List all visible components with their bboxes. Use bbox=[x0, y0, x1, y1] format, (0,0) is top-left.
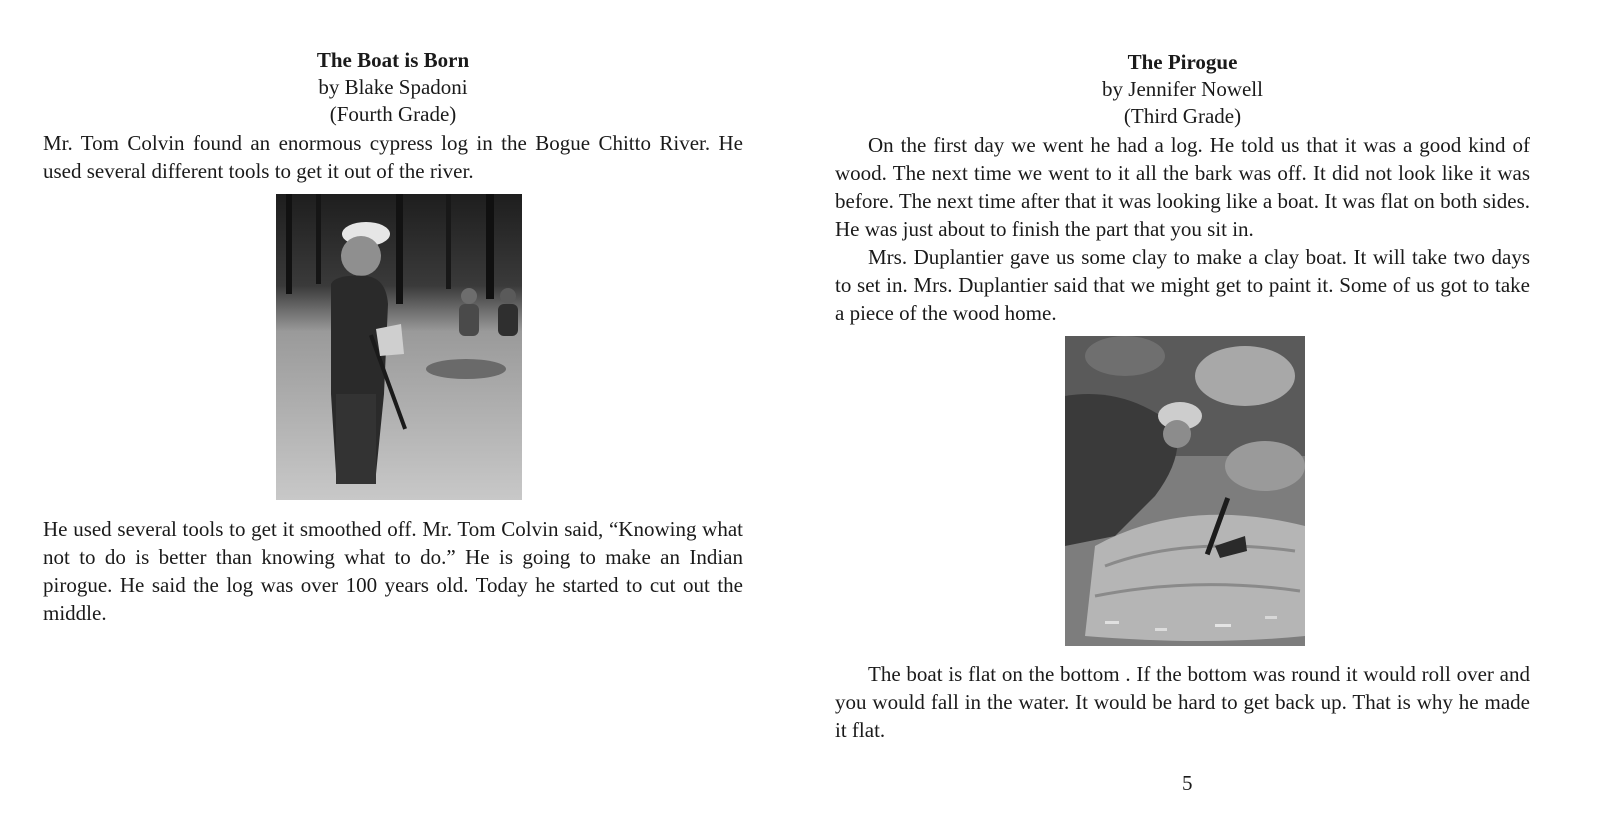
photo-man-carving-log bbox=[1065, 336, 1305, 646]
photo-man-carving-log-image bbox=[1065, 336, 1305, 646]
right-page bbox=[835, 0, 1530, 835]
right-article-paragraph-2: Mrs. Duplantier gave us some clay to make a clay boat. It will take two days to set in. Mrs. Duplantier said that we might get to paint it. Some of us got to take a piece of the wood home. bbox=[835, 245, 1530, 325]
right-article-grade: (Third Grade) bbox=[1123, 104, 1242, 128]
left-article-paragraph-2: He used several tools to get it smoothed off. Mr. Tom Colvin said, “Knowing what not to do is better than knowing what to do.” He is going to make an Indian pirogue. He said the log was over 100 years old. Today he started to cut out the middle. bbox=[43, 517, 743, 625]
left-article-title: The Boat is Born bbox=[316, 48, 470, 72]
page-number: 5 bbox=[1182, 771, 1193, 795]
left-page bbox=[43, 0, 743, 835]
left-article-grade: (Fourth Grade) bbox=[329, 102, 457, 126]
photo-man-with-axe-image bbox=[276, 194, 522, 500]
right-article-paragraph-1: On the first day we went he had a log. He told us that it was a good kind of wood. The next time we went to it all the bark was off. It did not look like it was before. The next time after that it was looking like a boat. It was flat on both sides. He was just about to finish the part that you sit in. bbox=[835, 133, 1530, 241]
right-article-title: The Pirogue bbox=[1127, 50, 1238, 74]
left-article-paragraph-1: Mr. Tom Colvin found an enormous cypress log in the Bogue Chitto River. He used several different tools to get it out of the river. bbox=[43, 131, 743, 183]
left-article-byline: by Blake Spadoni bbox=[318, 75, 468, 99]
right-article-body-top bbox=[835, 131, 1530, 327]
right-article-body-bottom bbox=[835, 660, 1530, 744]
right-article-byline: by Jennifer Nowell bbox=[1102, 77, 1263, 101]
right-article-paragraph-3: The boat is flat on the bottom . If the bottom was round it would roll over and you would fall in the water. It would be hard to get back up. That is why he made it flat. bbox=[835, 662, 1530, 742]
photo-man-with-axe bbox=[276, 194, 522, 500]
